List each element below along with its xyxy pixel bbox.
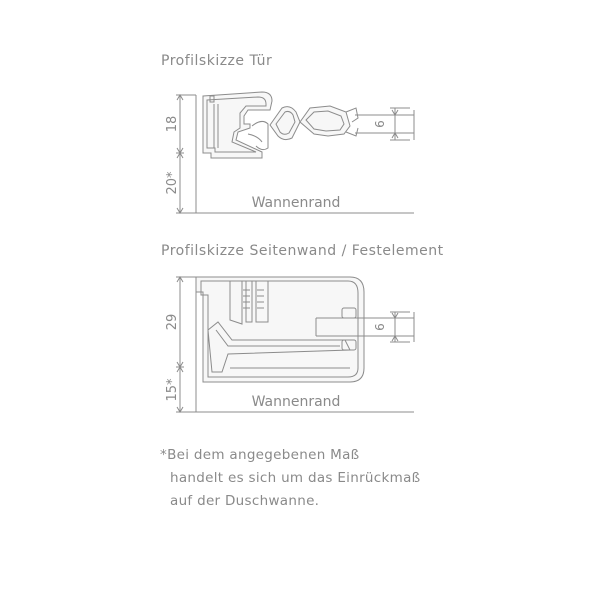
door-glass-dim: 6 <box>373 120 387 128</box>
footnote-text-1: Bei dem angegebenen Maß <box>167 447 360 463</box>
door-dim-20: 20* <box>165 171 180 195</box>
door-dim-18: 18 <box>165 115 180 133</box>
footnote <box>160 444 420 513</box>
sidewall-dim-29: 29 <box>165 313 180 331</box>
sidewall-profile-drawing <box>176 277 414 412</box>
sidewall-profile-title: Profilskizze Seitenwand / Festelement <box>161 243 444 259</box>
door-baseline-label: Wannenrand <box>251 195 341 211</box>
footnote-line-1 <box>160 444 420 467</box>
door-profile-title: Profilskizze Tür <box>161 53 273 69</box>
sidewall-baseline-label: Wannenrand <box>251 394 341 410</box>
sidewall-dim-15: 15* <box>165 378 180 402</box>
sidewall-glass-dim: 6 <box>373 323 387 331</box>
footnote-line-3: auf der Duschwanne. <box>170 493 320 509</box>
footnote-marker: * <box>160 447 168 463</box>
footnote-line-2: handelt es sich um das Einrückmaß <box>170 470 421 486</box>
